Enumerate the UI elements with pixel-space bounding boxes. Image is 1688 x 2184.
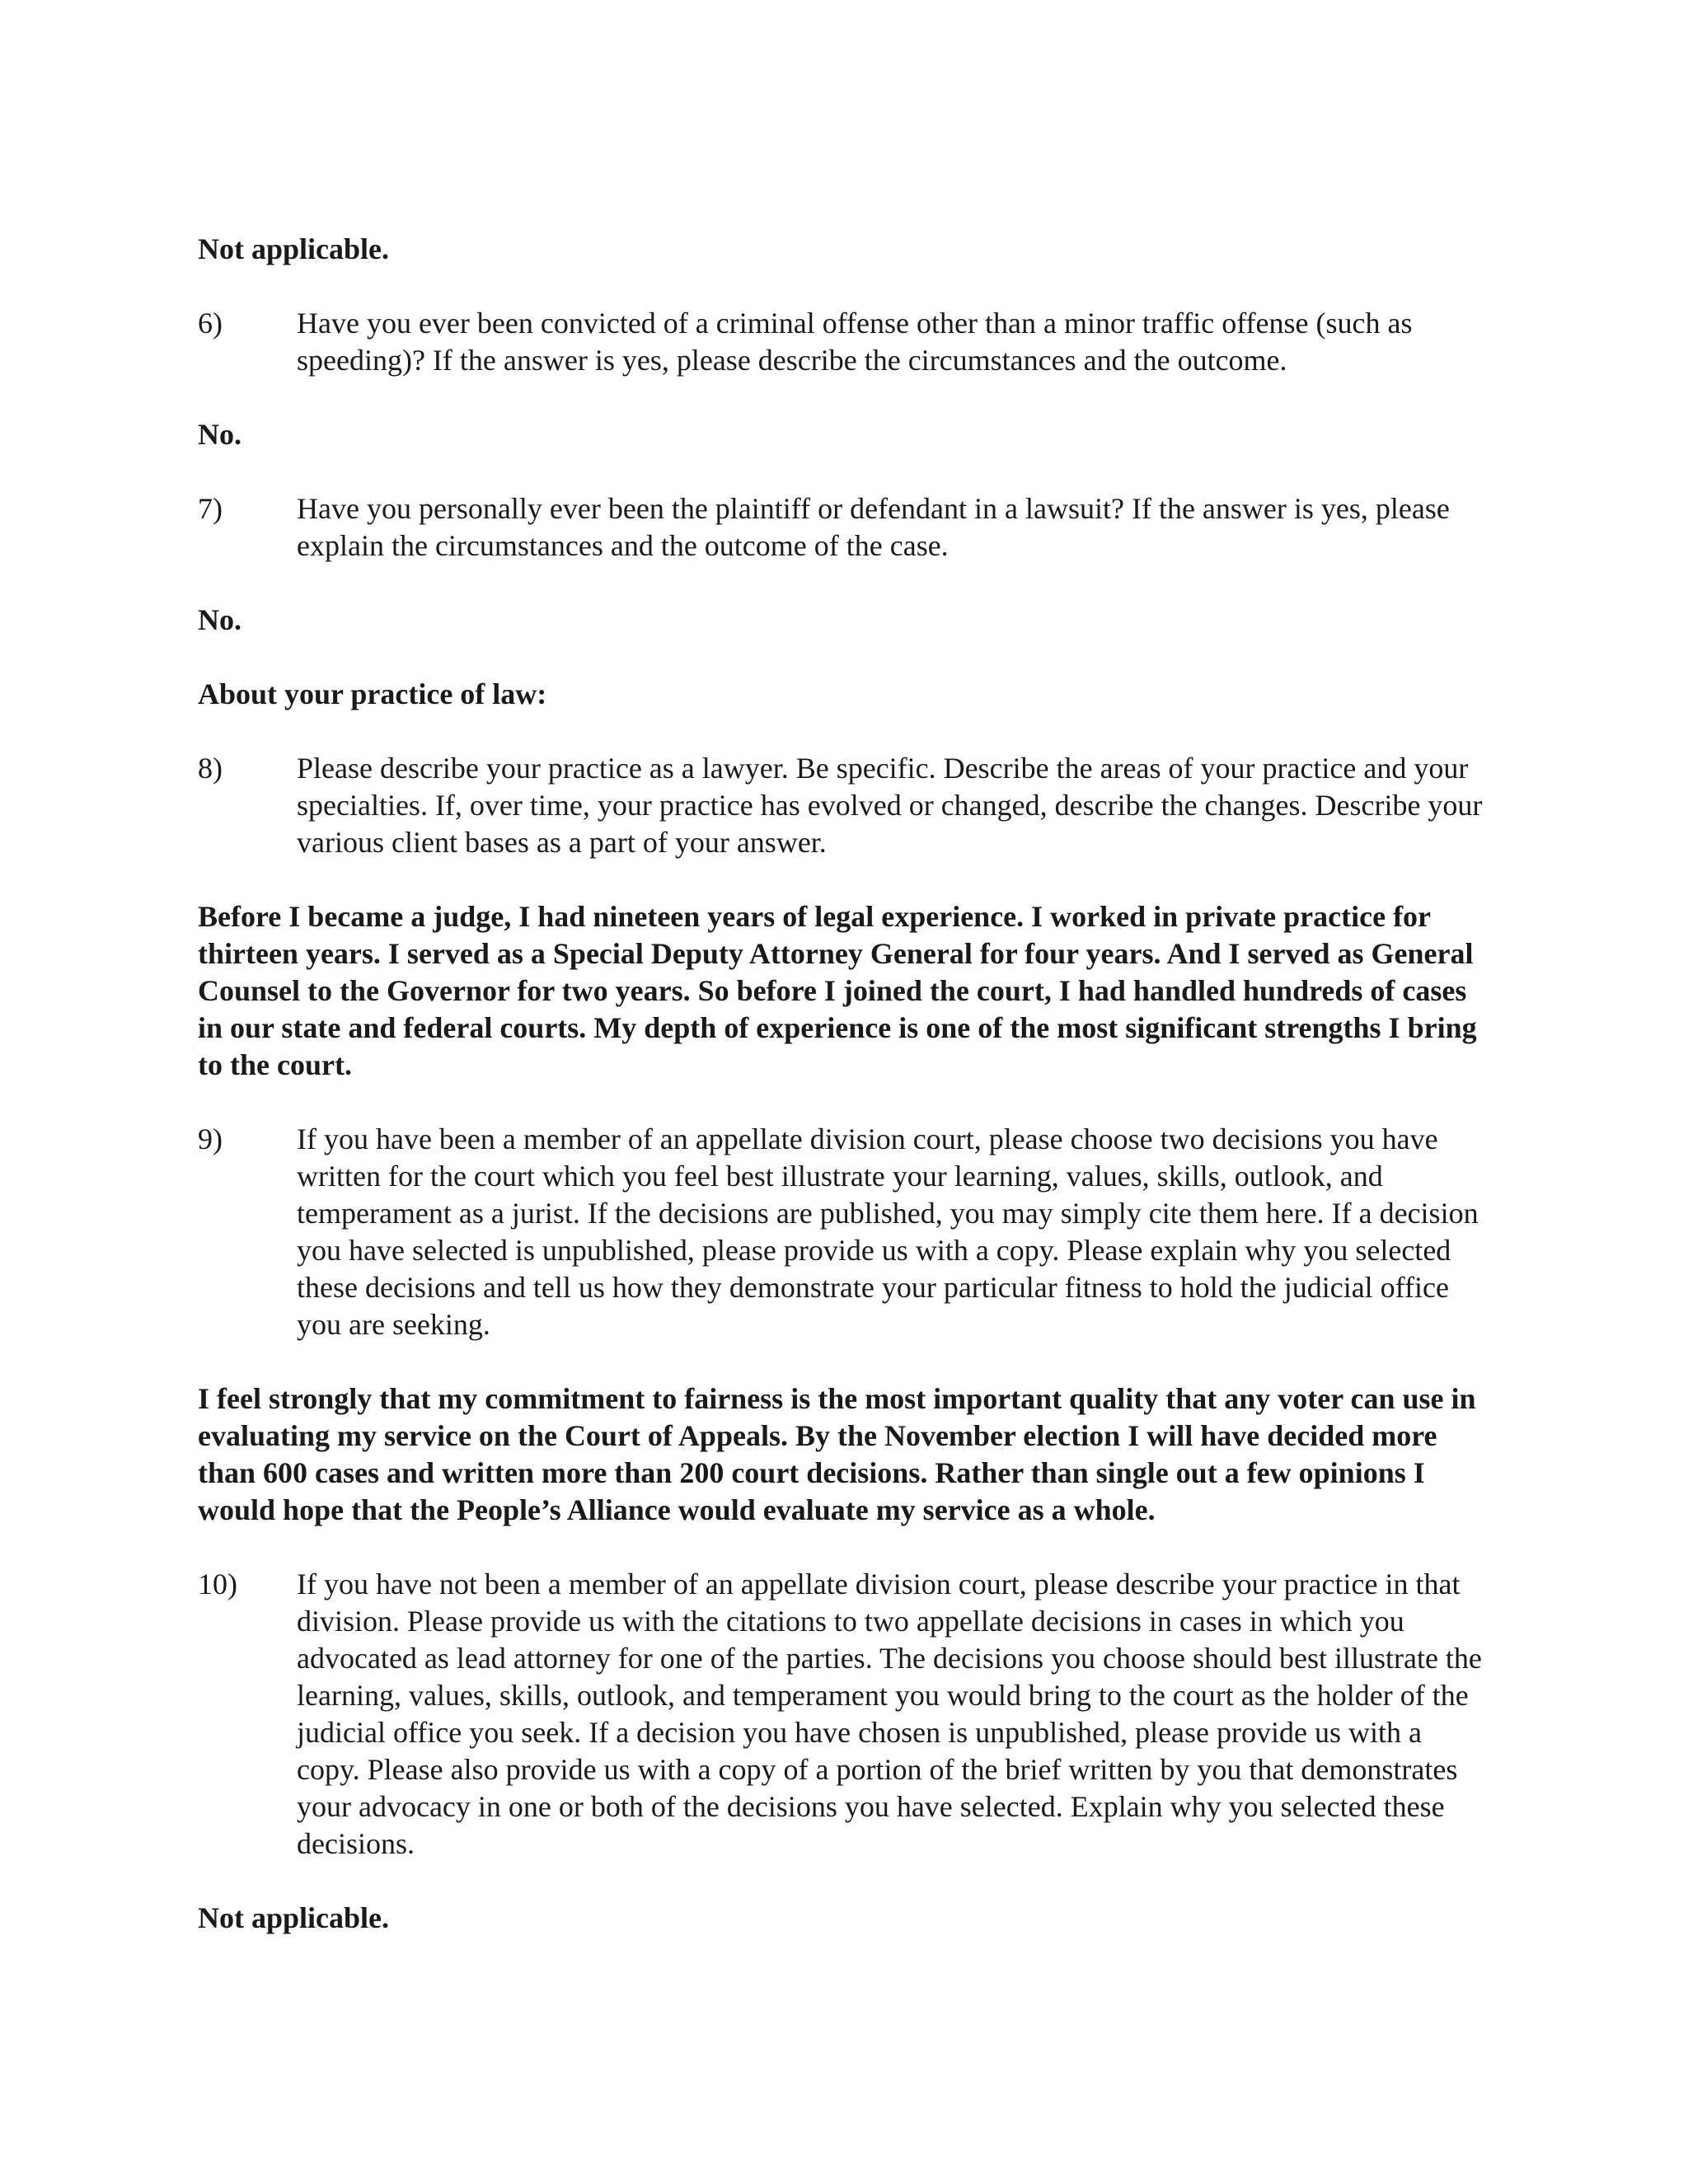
section-heading: About your practice of law:: [198, 677, 547, 710]
document-page: [198, 231, 1484, 1974]
question-number: 7): [198, 492, 223, 525]
question-text: Have you personally ever been the plaintiff or defendant in a lawsuit? If the answer is yes, please explain the circumstances and the outcome of the case.: [297, 492, 1450, 562]
question-number: 10): [198, 1568, 237, 1601]
answer-5: Not applicable.: [198, 232, 390, 265]
answer-6: No.: [198, 418, 241, 451]
answer-9: I feel strongly that my commitment to fairness is the most important quality that any voter can use in evaluating my service on the Court of Appeals. By the November election I will have decided more than 600 cases and written more than 200 court decisions. Rather than single out a few opinions I would hope that the People’s Alliance would evaluate my service as a whole.: [198, 1382, 1476, 1526]
question-number: 9): [198, 1122, 223, 1155]
answer-7: No.: [198, 603, 241, 636]
question-10: [198, 1566, 1484, 1863]
answer-10: Not applicable.: [198, 1901, 390, 1934]
question-number: 8): [198, 752, 223, 785]
question-8: [198, 750, 1484, 861]
question-number: 6): [198, 307, 223, 340]
question-text: If you have not been a member of an appellate division court, please describe your practice in that division. Please provide us with the citations to two appellate decisions in cases in which you advocated as lead attorney for one of the parties. The decisions you choose should best illustrate the learning, values, skills, outlook, and temperament you would bring to the court as the holder of the judicial office you seek. If a decision you have chosen is unpublished, please provide us with a copy. Please also provide us with a copy of a portion of the brief written by you that demonstrates your advocacy in one or both of the decisions you have selected. Explain why you selected these decisions.: [297, 1568, 1482, 1860]
question-text: Please describe your practice as a lawyer. Be specific. Describe the areas of your practice and your specialties. If, over time, your practice has evolved or changed, describe the changes. Describe your various client bases as a part of your answer.: [297, 752, 1483, 859]
question-6: [198, 305, 1484, 379]
question-text: Have you ever been convicted of a criminal offense other than a minor traffic offense (such as speeding)? If the answer is yes, please describe the circumstances and the outcome.: [297, 307, 1413, 377]
question-text: If you have been a member of an appellate division court, please choose two decisions you have written for the court which you feel best illustrate your learning, values, skills, outlook, and temperament as a jurist. If the decisions are published, you may simply cite them here. If a decision you have selected is unpublished, please provide us with a copy. Please explain why you selected these decisions and tell us how they demonstrate your particular fitness to hold the judicial office you are seeking.: [297, 1122, 1479, 1341]
answer-8: Before I became a judge, I had nineteen years of legal experience. I worked in private practice for thirteen years. I served as a Special Deputy Attorney General for four years. And I served as General Counsel to the Governor for two years. So before I joined the court, I had handled hundreds of cases in our state and federal courts. My depth of experience is one of the most significant strengths I bring to the court.: [198, 900, 1477, 1081]
question-7: [198, 490, 1484, 565]
question-9: [198, 1121, 1484, 1343]
